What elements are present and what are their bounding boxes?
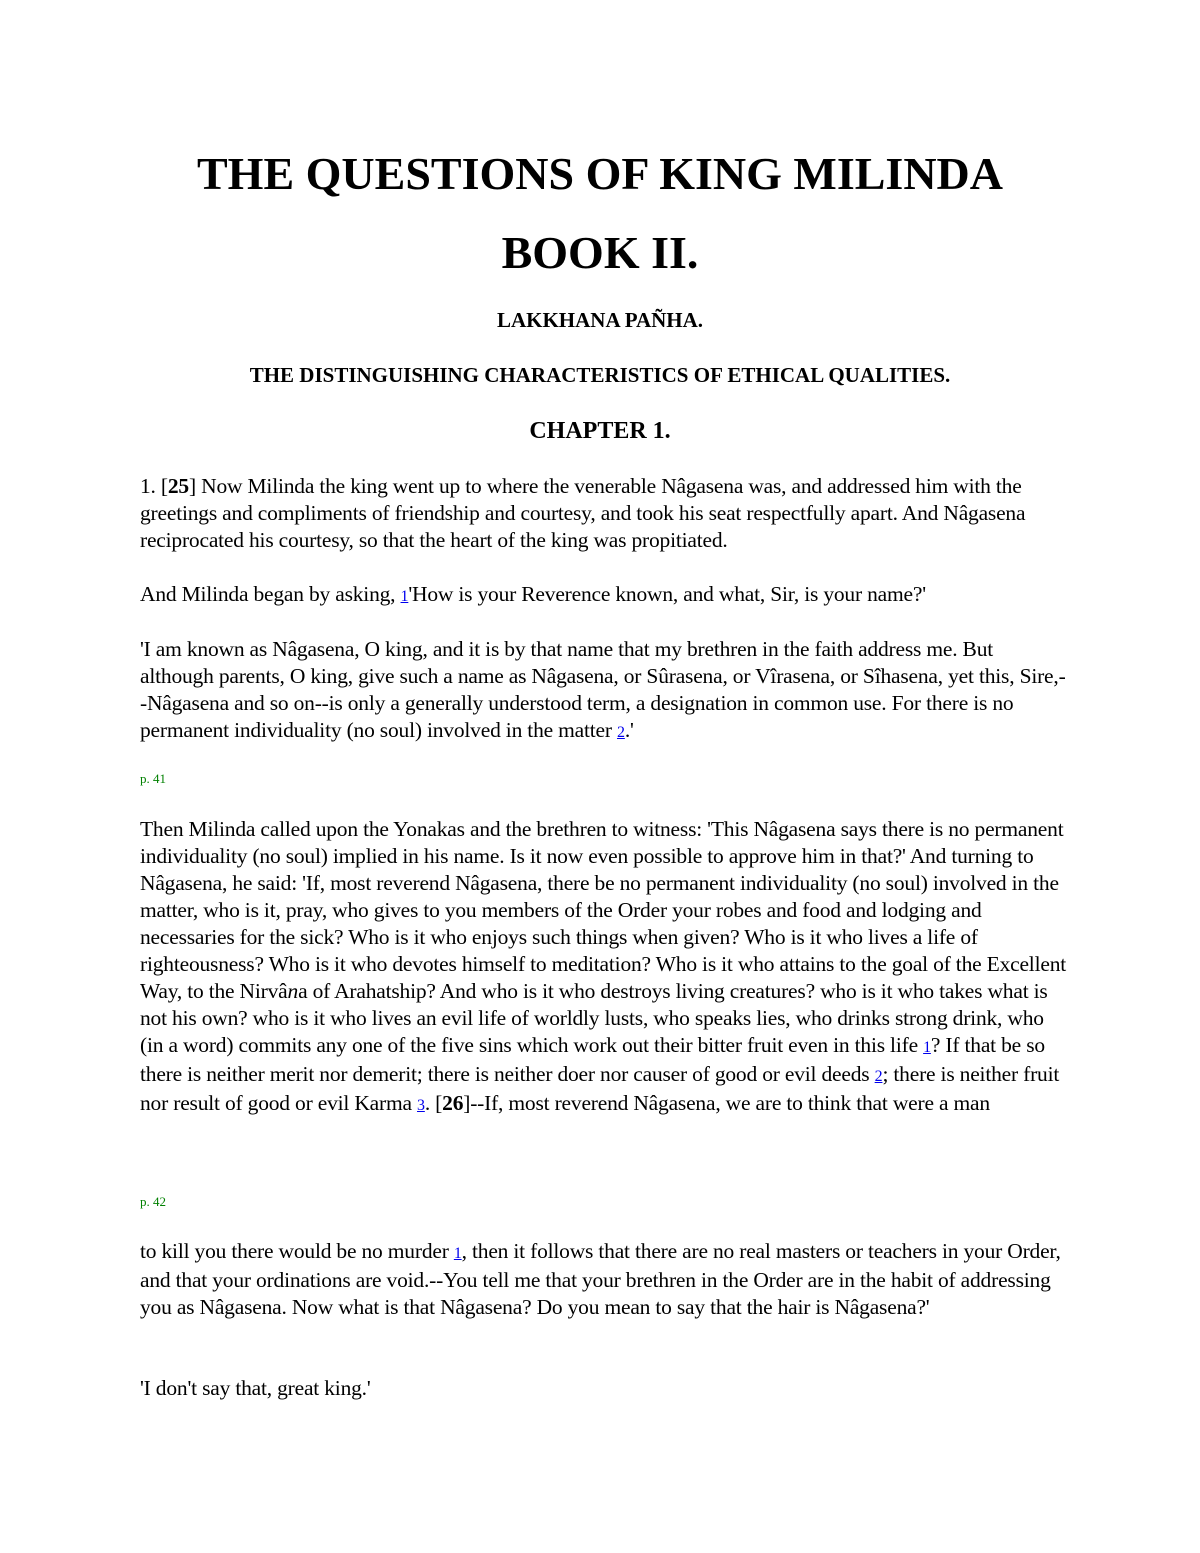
- footnote-link[interactable]: 1: [453, 1245, 462, 1262]
- footnote-link[interactable]: 2: [874, 1068, 883, 1085]
- section-subtitle: THE DISTINGUISHING CHARACTERISTICS OF ETHICAL QUALITIES.: [249, 363, 951, 387]
- page-number-41: p. 41: [140, 771, 166, 786]
- paragraph-1: 1. [25] Now Milinda the king went up to where the venerable Nâgasena was, and addressed him with the greetings and compliments of friendship and courtesy, and took his seat respectfully apart. And Nâgasena reciprocated his courtesy, so that the heart of the king was propitiated.: [140, 474, 1026, 552]
- paragraph-3: 'I am known as Nâgasena, O king, and it is by that name that my brethren in the faith address me. But although parents, O king, give such a name as Nâgasena, or Sûrasena, or Vîrasena, or Sîhasena, yet this, Sire,--Nâgasena and so on--is only a generally understood term, a designation in common use. For there is no permanent individuality (no soul) involved in the matter 2.': [140, 637, 1066, 742]
- page-marker: 25: [167, 474, 189, 498]
- paragraph-4: Then Milinda called upon the Yonakas and the brethren to witness: 'This Nâgasena says there is no permanent individuality (no soul) implied in his name. Is it now even possible to approve him in that?' And turning to Nâgasena, he said: 'If, most reverend Nâgasena, there be no permanent individuality (no soul) involved in the matter, who is it, pray, who gives to you members of the Order your robes and food and lodging and necessaries for the sick? Who is it who enjoys such things when given? Who is it who lives a life of righteousness? Who is it who devotes himself to meditation? Who is it who attains to the goal of the Excellent Way, to the Nirvâna of Arahatship? And who is it who destroys living creatures? who is it who takes what is not his own? who is it who lives an evil life of worldly lusts, who speaks lies, who drinks strong drink, who (in a word) commits any one of the five sins which work out their bitter fruit even in this life 1? If that be so there is neither merit nor demerit; there is neither doer nor causer of good or evil deeds 2; there is neither fruit nor result of good or evil Karma 3. [26]--If, most reverend Nâgasena, we are to think that were a man: [140, 817, 1067, 1115]
- footnote-link[interactable]: 1: [400, 588, 409, 605]
- pali-title: LAKKHANA PAÑHA.: [496, 308, 704, 332]
- footnote-link[interactable]: 2: [617, 724, 625, 741]
- page-number-42: p. 42: [140, 1194, 166, 1209]
- paragraph-2: And Milinda began by asking, 1'How is your Reverence known, and what, Sir, is your name?': [140, 582, 926, 606]
- footnote-link[interactable]: 1: [923, 1039, 931, 1056]
- paragraph-6: 'I don't say that, great king.': [140, 1376, 371, 1400]
- paragraph-5: to kill you there would be no murder 1, then it follows that there are no real masters or teachers in your Order, and that your ordinations are void.--You tell me that your brethren in the Order are in the habit of addressing you as Nâgasena. Now what is that Nâgasena? Do you mean to say that the hair is Nâgasena?': [140, 1239, 1061, 1319]
- page-marker: 26: [442, 1091, 464, 1115]
- book-number: BOOK II.: [501, 227, 699, 278]
- footnote-link[interactable]: 3: [417, 1097, 425, 1114]
- chapter-heading: CHAPTER 1.: [529, 418, 671, 444]
- book-title: THE QUESTIONS OF KING MILINDA: [197, 148, 1003, 199]
